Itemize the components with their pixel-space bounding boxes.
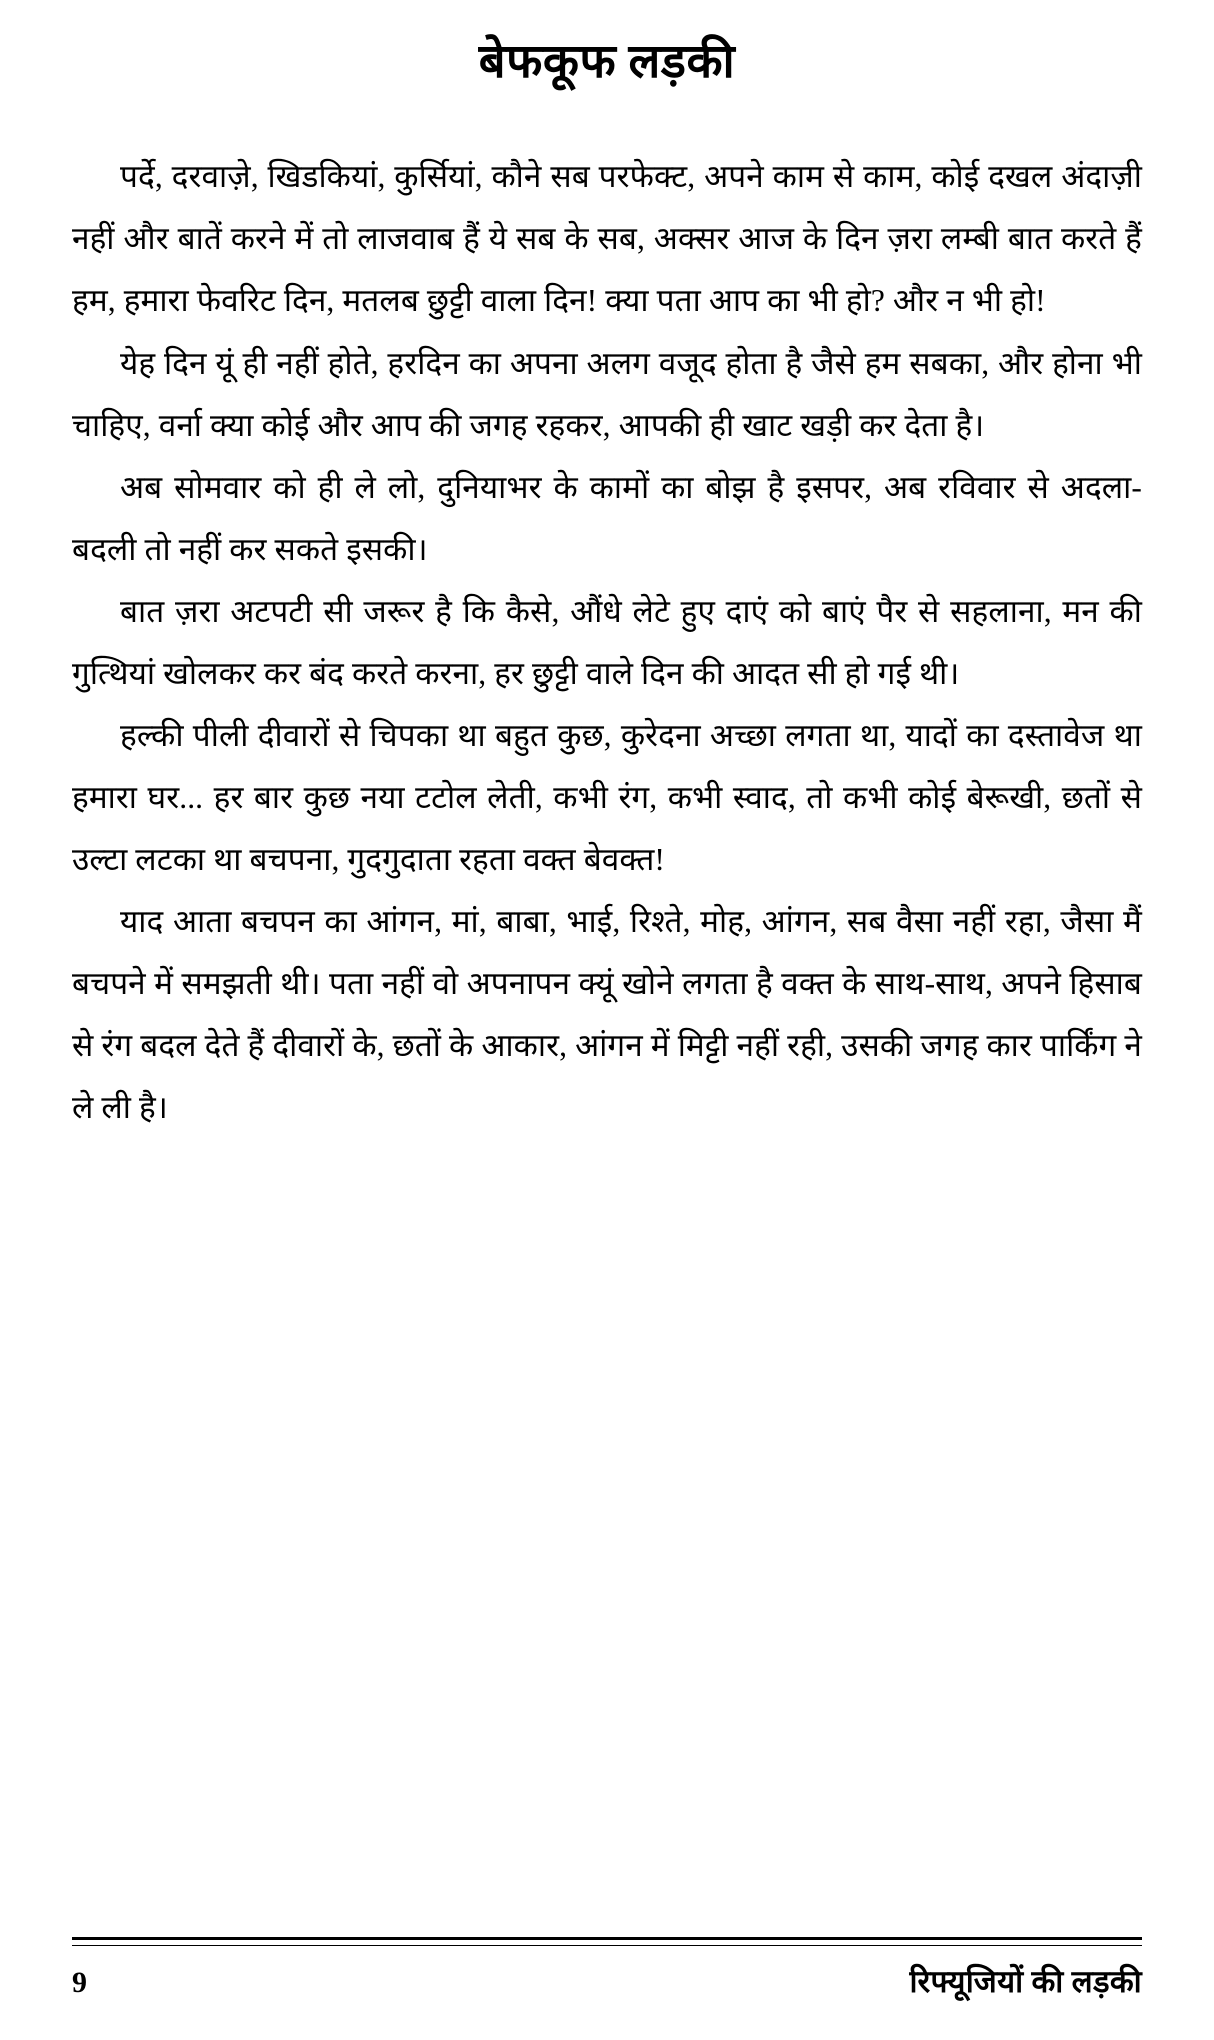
page-title: बेफकूफ लड़की (478, 36, 736, 88)
paragraph: येह दिन यूं ही नहीं होते, हरदिन का अपना अलग वजूद होता है जैसे हम सबका, और होना भी चाहिए, वर्ना क्या कोई और आप की जगह रहकर, आपकी ही खाट खड़ी कर देता है। (72, 345, 1142, 443)
divider-thick (72, 1937, 1142, 1940)
paragraph: बात ज़रा अटपटी सी जरूर है कि कैसे, औंधे लेटे हुए दाएं को बाएं पैर से सहलाना, मन की गुत्थियां खोलकर कर बंद करते करना, हर छुट्टी वाले दिन की आदत सी हो गई थी। (72, 593, 1142, 691)
page-number: 9 (72, 1966, 87, 1999)
body-text (72, 146, 1142, 1139)
footer-divider (72, 1937, 1142, 1946)
paragraph: पर्दे, दरवाज़े, खिडकियां, कुर्सियां, कौने सब परफेक्ट, अपने काम से काम, कोई दखल अंदाज़ी नहीं और बातें करने में तो लाजवाब हैं ये सब के सब, अक्सर आज के दिन ज़रा लम्बी बात करते हैं हम, हमारा फेवरिट दिन, मतलब छुट्टी वाला दिन! क्या पता आप का भी हो? और न भी हो! (72, 159, 1142, 319)
footer-row (72, 1960, 1142, 2002)
paragraph: हल्की पीली दीवारों से चिपका था बहुत कुछ, कुरेदना अच्छा लगता था, यादों का दस्तावेज था हमारा घर... हर बार कुछ नया टटोल लेती, कभी रंग, कभी स्वाद, तो कभी कोई बेरूखी, छतों से उल्टा लटका था बचपना, गुदगुदाता रहता वक्त बेवक्त! (72, 717, 1142, 877)
paragraph: याद आता बचपन का आंगन, मां, बाबा, भाई, रिश्ते, मोह, आंगन, सब वैसा नहीं रहा, जैसा मैं बचपने में समझती थी। पता नहीं वो अपनापन क्यूं खोने लगता है वक्त के साथ-साथ, अपने हिसाब से रंग बदल देते हैं दीवारों के, छतों के आकार, आंगन में मिट्टी नहीं रही, उसकी जगह कार पार्किंग ने ले ली है। (72, 903, 1142, 1126)
page-footer (72, 1937, 1142, 2002)
divider-thin (72, 1945, 1142, 1946)
book-title: रिफ्यूजियों की लड़की (909, 1964, 1142, 1999)
paragraph: अब सोमवार को ही ले लो, दुनियाभर के कामों का बोझ है इसपर, अब रविवार से अदला-बदली तो नहीं कर सकते इसकी। (72, 469, 1142, 567)
